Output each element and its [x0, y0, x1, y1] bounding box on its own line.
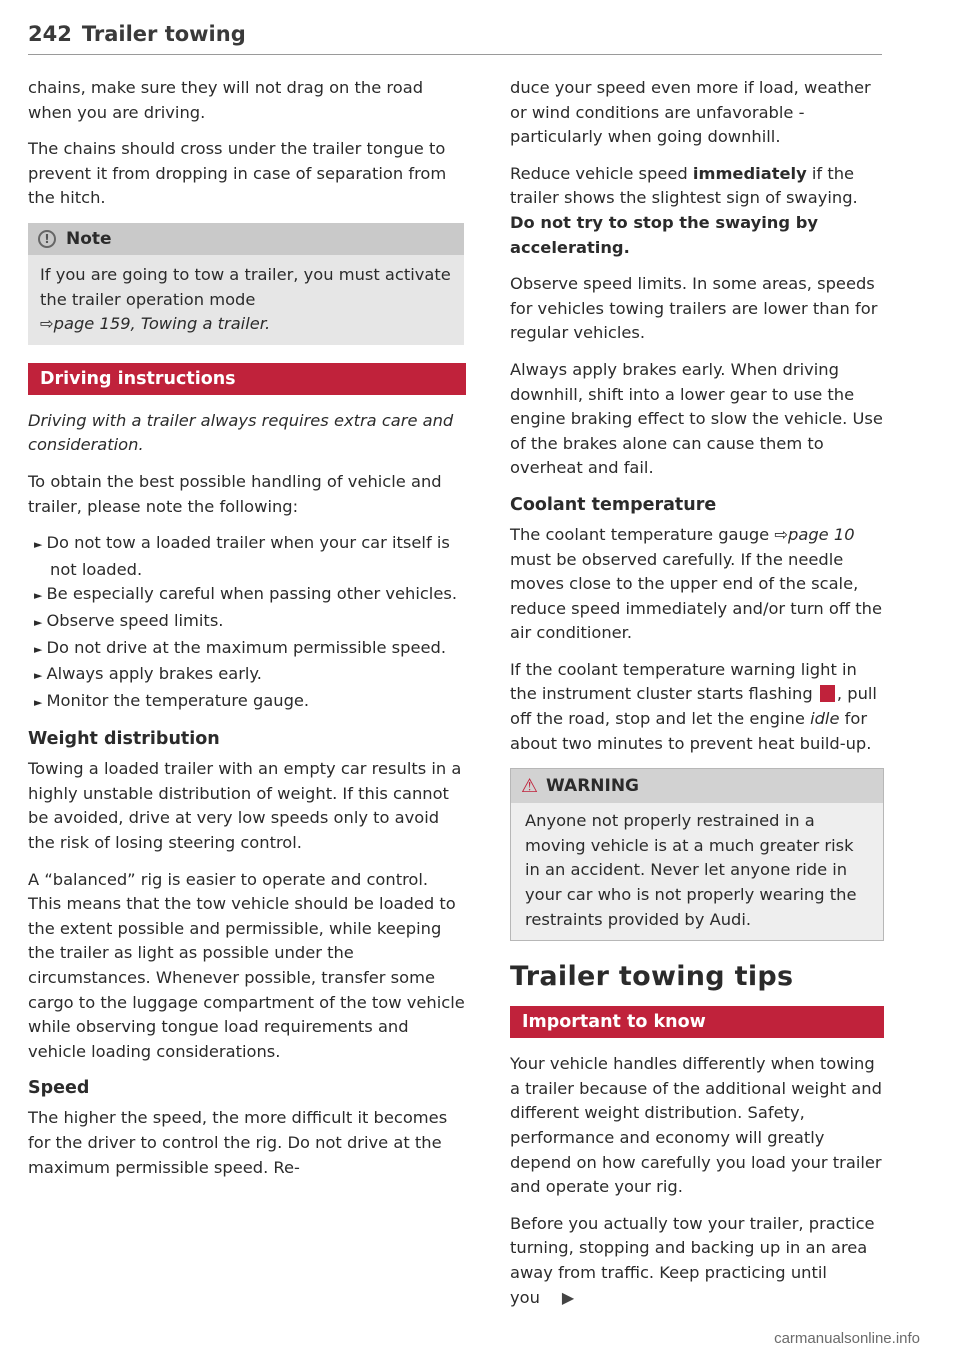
heading-coolant-temperature: Coolant temperature [510, 494, 717, 515]
left-column [28, 76, 466, 1192]
list-item: ► Observe speed limits. [34, 610, 224, 630]
list-item: ► Monitor the temperature gauge. [34, 690, 310, 710]
paragraph: Always apply brakes early. When driving downhill, shift into a lower gear to use the engine braking effect to slow the vehicle. Use of the brakes alone can cause them to overheat and fail. [510, 359, 883, 478]
note-box [28, 223, 464, 345]
warning-triangle-icon: ⚠ [521, 775, 539, 798]
page-reference-link[interactable]: ⇨page 159, Towing a trailer. [40, 314, 271, 334]
warning-box [510, 768, 884, 941]
page-number: 242 [28, 22, 72, 46]
warning-text: Anyone not properly restrained in a moving vehicle is at a much greater risk in an accident. Never let anyone ride in your car who is not properly wearing the restraints provided by Audi. [525, 811, 857, 929]
paragraph: The chains should cross under the trailer tongue to prevent it from dropping in case of separation from the hitch. [28, 139, 447, 208]
heading-trailer-towing-tips: Trailer towing tips [510, 961, 794, 993]
section-bar-driving-instructions: Driving instructions [28, 363, 466, 395]
note-text: If you are going to tow a trailer, you must activate the trailer operation mode [40, 264, 451, 309]
paragraph: Observe speed limits. In some areas, speeds for vehicles towing trailers are lower than for regular vehicles. [510, 274, 878, 343]
warning-header [511, 769, 883, 803]
paragraph: The coolant temperature gauge ⇨page 10 must be observed carefully. If the needle moves close to the upper end of the scale, reduce speed immediately and/or turn off the air conditioner. [510, 524, 882, 643]
paragraph: A “balanced” rig is easier to operate and control. This means that the tow vehicle should be loaded to the extent possible and permissible, while keeping the trailer as light as possible under the circumstances. Whenever possible, transfer some cargo to the luggage compartment of the tow vehicle while observing tongue load requirements and vehicle loading considerations. [28, 869, 465, 1061]
note-header [28, 223, 464, 255]
paragraph: Your vehicle handles differently when towing a trailer because of the additional weight and different weight distribution. Safety, performance and economy will greatly depend on how carefully you load your trailer and operate your rig. [510, 1054, 882, 1197]
section-bar-important-to-know: Important to know [510, 1006, 884, 1038]
list-item: ► Always apply brakes early. [34, 664, 262, 684]
paragraph: Reduce vehicle speed immediately if the trailer shows the slightest sign of swaying. Do not try to stop the swaying by accelerating. [510, 163, 858, 257]
paragraph: duce your speed even more if load, weather or wind conditions are unfavorable - particularly when going downhill. [510, 78, 871, 147]
exclamation-circle-icon: ! [38, 230, 56, 248]
list-item: ► Be especially careful when passing other vehicles. [34, 584, 457, 604]
right-column [510, 76, 884, 1322]
watermark: carmanualsonline.info [774, 1330, 920, 1347]
coolant-warning-light-icon [820, 685, 835, 702]
continue-arrow-icon: ▶ [561, 1287, 575, 1307]
page-reference-link[interactable]: ⇨page 10 [774, 524, 855, 544]
paragraph: chains, make sure they will not drag on the road when you are driving. [28, 78, 424, 122]
heading-weight-distribution: Weight distribution [28, 729, 220, 750]
paragraph: Towing a loaded trailer with an empty car results in a highly unstable distribution of weight. If this cannot be avoided, drive at very low speeds only to avoid the risk of losing steering control. [28, 759, 462, 853]
paragraph: To obtain the best possible handling of vehicle and trailer, please note the following: [28, 471, 442, 516]
list-item: ► Do not drive at the maximum permissible speed. [34, 637, 447, 657]
heading-speed: Speed [28, 1078, 90, 1099]
bullet-arrow-icon: ► [34, 669, 43, 683]
list-item: ► Do not tow a loaded trailer when your car itself is not loaded. [34, 533, 450, 579]
bullet-arrow-icon: ► [34, 642, 43, 656]
note-body [28, 255, 464, 345]
intro-text: Driving with a trailer always requires extra care and consideration. [28, 410, 454, 455]
paragraph: The higher the speed, the more difficult it becomes for the driver to control the rig. Do not drive at the maximum permissible speed. Re- [28, 1108, 448, 1177]
bullet-arrow-icon: ► [34, 589, 43, 603]
paragraph: Before you actually tow your trailer, practice turning, stopping and backing up in an area away from traffic. Keep practicing until you ▶ [510, 1213, 875, 1307]
warning-title: WARNING [546, 776, 640, 797]
bullet-arrow-icon: ► [34, 538, 43, 552]
paragraph: If the coolant temperature warning light in the instrument cluster starts flashing , pull off the road, stop and let the engine idle for about two minutes to prevent heat build-up. [510, 659, 877, 753]
note-title: Note [66, 228, 112, 249]
page-header [28, 22, 882, 55]
section-title: Trailer towing [81, 22, 246, 46]
instruction-list [28, 531, 466, 715]
bullet-arrow-icon: ► [34, 695, 43, 709]
bullet-arrow-icon: ► [34, 615, 43, 629]
